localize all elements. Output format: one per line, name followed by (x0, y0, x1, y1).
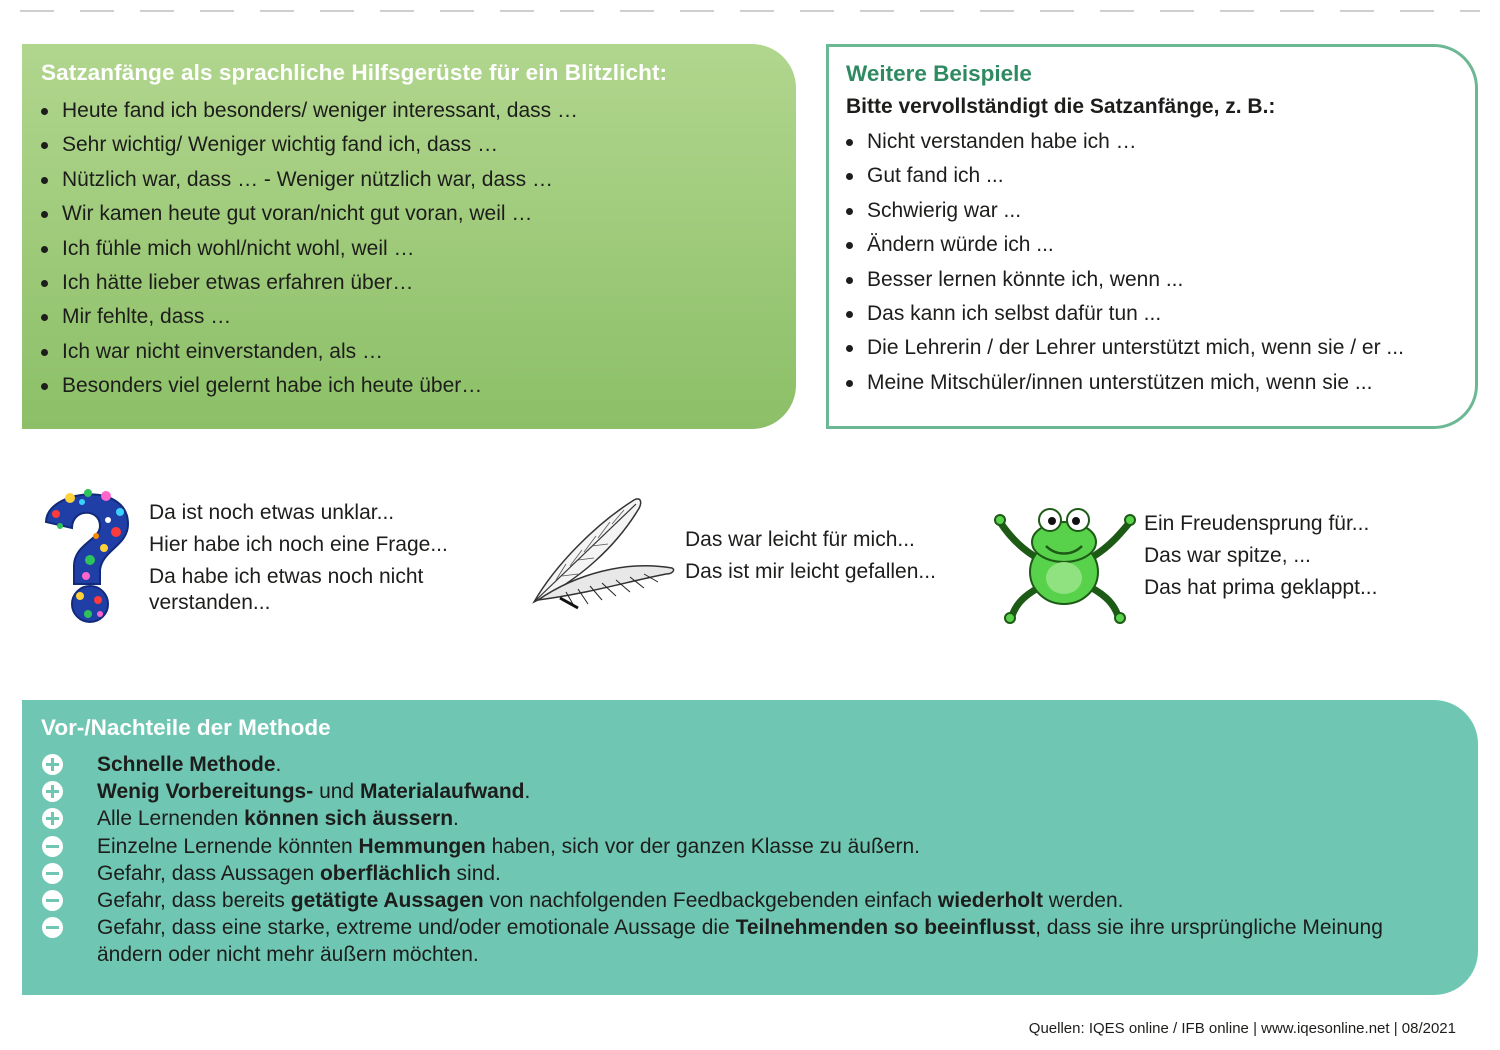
minus-icon (42, 836, 63, 857)
body-text: haben, sich vor der ganzen Klasse zu äußern. (485, 834, 920, 858)
body-text: Gefahr, dass eine starke, extreme und/oder emotionale Aussage die (97, 916, 736, 940)
sentence-starters-list (41, 94, 776, 404)
emphasis-text: Schnelle Methode (97, 753, 276, 776)
list-item: Schwierig war ... (846, 194, 1459, 228)
emphasis-text: Wenig Vorbereitungs- (97, 780, 314, 804)
body-text: . (275, 753, 282, 776)
list-item: Heute fand ich besonders/ weniger interessant, dass … (41, 94, 776, 128)
list-item: Ich fühle mich wohl/nicht wohl, weil … (41, 232, 776, 266)
body-text: sind. (450, 861, 501, 885)
list-item: Wir kamen heute gut voran/nicht gut voran, weil … (41, 197, 776, 231)
plus-icon (42, 754, 63, 775)
frog-line: Ein Freudensprung für... (1144, 512, 1370, 535)
disadvantage-item (41, 887, 1438, 914)
emphasis-text: wiederholt (937, 889, 1043, 913)
emphasis-text: getätigte Aussagen (290, 889, 484, 913)
body-text: , dass sie ihre ursprüngliche Meinung ändern oder nicht mehr äußern möchten. (97, 916, 1383, 967)
list-item: Ich hätte lieber etwas erfahren über… (41, 266, 776, 300)
more-examples-box (826, 44, 1478, 429)
question-text (149, 497, 489, 616)
plus-icon (42, 808, 63, 829)
body-text: und (313, 780, 360, 804)
pros-cons-title: Vor-/Nachteile der Methode (41, 715, 331, 740)
advantage-item (41, 751, 1438, 778)
body-text: Einzelne Lernende könnten (97, 834, 359, 858)
disadvantage-item (41, 914, 1438, 968)
feather-icon (526, 494, 678, 612)
list-item: Nützlich war, dass … - Weniger nützlich war, dass … (41, 163, 776, 197)
body-text: . (524, 780, 531, 804)
list-item: Meine Mitschüler/innen unterstützen mich, wenn sie ... (846, 366, 1459, 400)
sentence-starters-box (22, 44, 796, 429)
top-dashed-divider (20, 10, 1480, 12)
minus-icon (42, 890, 63, 911)
list-item: Sehr wichtig/ Weniger wichtig fand ich, dass … (41, 128, 776, 162)
pros-cons-list (41, 751, 1438, 969)
emphasis-text: Teilnehmenden so beeinflusst (735, 916, 1036, 940)
advantage-item (41, 805, 1438, 832)
frog-icon (994, 500, 1136, 626)
question-line: Da ist noch etwas unklar... (149, 501, 395, 524)
advantage-item (41, 778, 1438, 805)
body-text: Alle Lernenden (97, 807, 245, 831)
body-text: werden. (1042, 889, 1124, 913)
disadvantage-item (41, 860, 1438, 887)
feather-text (685, 524, 936, 588)
emphasis-text: können sich äussern (244, 807, 454, 831)
emphasis-text: Materialaufwand (359, 780, 525, 804)
body-text: Gefahr, dass Aussagen (97, 861, 320, 885)
list-item: Das kann ich selbst dafür tun ... (846, 297, 1459, 331)
more-examples-title: Weitere Beispiele (846, 61, 1032, 86)
minus-icon (42, 917, 63, 938)
list-item: Ich war nicht einverstanden, als … (41, 335, 776, 369)
emphasis-text: oberflächlich (319, 861, 451, 885)
pros-cons-box (22, 700, 1478, 995)
feather-line: Das ist mir leicht gefallen... (685, 560, 936, 583)
frog-line: Das war spitze, ... (1144, 544, 1311, 567)
list-item: Gut fand ich ... (846, 159, 1459, 193)
question-mark-icon (42, 484, 132, 634)
sentence-starters-title: Satzanfänge als sprachliche Hilfsgerüste für ein Blitzlicht: (41, 60, 668, 85)
list-item: Nicht verstanden habe ich … (846, 125, 1459, 159)
list-item: Mir fehlte, dass … (41, 300, 776, 334)
more-examples-subtitle: Bitte vervollständigt die Satzanfänge, z. B.: (846, 95, 1276, 118)
list-item: Die Lehrerin / der Lehrer unterstützt mich, wenn sie / er ... (846, 331, 1459, 365)
disadvantage-item (41, 833, 1438, 860)
list-item: Besonders viel gelernt habe ich heute über… (41, 369, 776, 403)
question-line: Da habe ich etwas noch nicht verstanden... (149, 565, 424, 614)
list-item: Besser lernen könnte ich, wenn ... (846, 263, 1459, 297)
feather-line: Das war leicht für mich... (685, 528, 915, 551)
minus-icon (42, 863, 63, 884)
body-text: von nachfolgenden Feedbackgebenden einfach (483, 889, 938, 913)
emphasis-text: Hemmungen (358, 834, 486, 858)
plus-icon (42, 781, 63, 802)
list-item: Ändern würde ich ... (846, 228, 1459, 262)
question-line: Hier habe ich noch eine Frage... (149, 533, 448, 556)
more-examples-list (846, 125, 1459, 400)
frog-line: Das hat prima geklappt... (1144, 576, 1378, 599)
body-text: Gefahr, dass bereits (97, 889, 291, 913)
frog-text (1144, 508, 1377, 604)
body-text: . (453, 807, 459, 831)
source-footer: Quellen: IQES online / IFB online | www.iqesonline.net | 08/2021 (1028, 1020, 1456, 1037)
